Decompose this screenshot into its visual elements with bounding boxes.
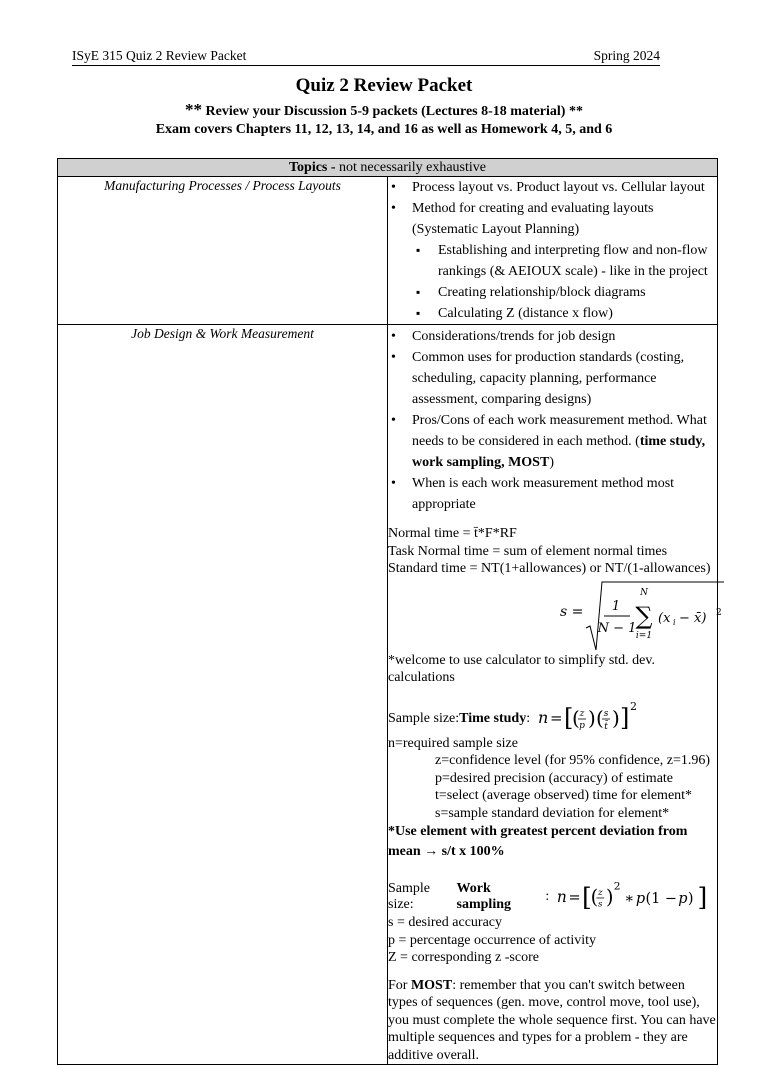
svg-text:p: p bbox=[579, 720, 585, 731]
content-cell bbox=[388, 325, 722, 1065]
list-item: • Considerations/trends for job design bbox=[388, 326, 717, 347]
header-term: Spring 2024 bbox=[593, 48, 660, 63]
ts-def: s=sample standard deviation for element* bbox=[435, 805, 670, 821]
svg-text:p: p bbox=[636, 890, 646, 907]
ws-def: s = desired accuracy bbox=[388, 915, 503, 930]
category-label: Manufacturing Processes / Process Layouts bbox=[104, 178, 341, 193]
svg-text:=: = bbox=[550, 708, 563, 727]
svg-text:− x̄): − x̄) bbox=[679, 610, 707, 626]
svg-text:=: = bbox=[568, 889, 581, 906]
ws-def: p = percentage occurrence of activity bbox=[388, 932, 597, 948]
svg-text:]: ] bbox=[697, 882, 708, 912]
sub-list-item: ▪ Creating relationship/block diagrams bbox=[388, 282, 717, 303]
list-item: • Process layout vs. Product layout vs. Cellular layout bbox=[388, 177, 717, 198]
work-sampling-equation-graphic bbox=[555, 878, 717, 916]
table-header-cell bbox=[58, 159, 718, 177]
most-text: : remember that you can't switch between types of sequences (gen. move, control move, tool use), you must complete the whole sequence first. You can have multiple sequences and types for a problem - they are additive overall. bbox=[388, 977, 716, 1063]
svg-text:N − 1: N − 1 bbox=[597, 620, 637, 636]
ts-def: n=required sample size bbox=[388, 735, 518, 751]
svg-text:2: 2 bbox=[630, 700, 638, 713]
spacer bbox=[388, 515, 717, 525]
svg-text:(: ( bbox=[572, 705, 580, 730]
most-prefix: For bbox=[388, 977, 411, 993]
table-row bbox=[58, 177, 718, 325]
subtitle-review bbox=[0, 100, 768, 120]
svg-text:): ) bbox=[688, 890, 694, 907]
table-header-bold: Topics - bbox=[288, 160, 336, 175]
svg-text:s: s bbox=[598, 899, 603, 910]
svg-text:1: 1 bbox=[611, 598, 621, 614]
table-header-normal: not necessarily exhaustive bbox=[335, 160, 486, 175]
category-label: Job Design & Work Measurement bbox=[131, 326, 314, 341]
topics-table bbox=[57, 158, 722, 1065]
svg-text:z: z bbox=[598, 888, 603, 899]
table-row bbox=[58, 325, 718, 1065]
header-course: ISyE 315 Quiz 2 Review Packet bbox=[72, 48, 247, 63]
svg-text:z: z bbox=[579, 708, 585, 719]
sub-list-item: ▪ Calculating Z (distance x flow) bbox=[388, 303, 717, 324]
calculator-note: *welcome to use calculator to simplify std. dev. calculations bbox=[388, 652, 655, 685]
svg-text:n: n bbox=[557, 887, 568, 906]
list-item-text: Pros/Cons of each work measurement method. What needs to be considered in each method. ( bbox=[412, 413, 707, 449]
svg-text:]: ] bbox=[620, 703, 630, 732]
svg-text:t̄: t̄ bbox=[604, 721, 608, 732]
std-dev-lhs: s = bbox=[560, 603, 584, 620]
table-header-row bbox=[58, 159, 718, 177]
ws-def: Z = corresponding z -score bbox=[388, 950, 539, 965]
most-note bbox=[388, 977, 717, 1065]
normal-time-line: Normal time = t̄*F*RF bbox=[388, 526, 517, 541]
list-item bbox=[388, 198, 717, 324]
task-normal-time-line: Task Normal time = sum of element normal times bbox=[388, 543, 668, 559]
svg-text:): ) bbox=[612, 705, 620, 730]
svg-text:i: i bbox=[673, 617, 676, 627]
running-header bbox=[72, 48, 660, 66]
spacer bbox=[388, 967, 717, 977]
std-dev-formula bbox=[388, 578, 722, 652]
ts-note: *Use element with greatest percent deviation from mean → s/t x 100% bbox=[388, 824, 688, 859]
svg-text:(: ( bbox=[596, 705, 604, 730]
svg-text:(1 −: (1 − bbox=[645, 890, 678, 907]
svg-text:): ) bbox=[606, 885, 614, 909]
svg-text:): ) bbox=[588, 705, 596, 730]
ts-def: p=desired precision (accuracy) of estimate bbox=[435, 770, 674, 786]
subtitle-stars: ** bbox=[185, 100, 203, 119]
time-study-label: Sample size: bbox=[388, 710, 460, 726]
work-sampling-formula bbox=[388, 880, 717, 914]
sub-list-item: ▪ Establishing and interpreting flow and non-flow rankings (& AEIOUX scale) - like in the project bbox=[388, 240, 717, 282]
svg-text:s: s bbox=[603, 708, 609, 719]
list-item: • Common uses for production standards (costing, scheduling, capacity planning, performance assessment, comparing designs) bbox=[388, 347, 717, 410]
svg-text:∑: ∑ bbox=[635, 601, 653, 630]
time-study-bold: Time study bbox=[459, 710, 527, 726]
svg-text:(x: (x bbox=[658, 610, 671, 626]
category-cell bbox=[58, 325, 388, 1065]
subtitle-review-text: Review your Discussion 5-9 packets (Lectures 8-18 material) ** bbox=[205, 104, 583, 119]
work-sampling-bold: Work sampling bbox=[456, 881, 511, 912]
svg-text:[: [ bbox=[582, 882, 592, 912]
svg-text:N: N bbox=[640, 587, 648, 598]
subtitle-exam-coverage: Exam covers Chapters 11, 12, 13, 14, and 16 as well as Homework 4, 5, and 6 bbox=[155, 122, 613, 137]
svg-text:∗: ∗ bbox=[624, 890, 635, 907]
svg-text:p: p bbox=[678, 890, 688, 907]
svg-text:n: n bbox=[538, 707, 549, 727]
list-item-bold: time study, work sampling, MOST bbox=[412, 434, 706, 470]
page-title: Quiz 2 Review Packet bbox=[295, 75, 473, 96]
most-bold: MOST bbox=[410, 977, 453, 993]
work-sampling-colon: : bbox=[545, 889, 550, 904]
std-dev-equation-graphic bbox=[584, 580, 744, 652]
svg-text:(: ( bbox=[590, 885, 599, 909]
time-study-formula bbox=[388, 700, 717, 735]
list-item bbox=[388, 410, 717, 473]
content-cell bbox=[388, 177, 718, 325]
svg-text:2: 2 bbox=[716, 607, 722, 618]
work-sampling-label: Sample size: bbox=[388, 881, 430, 912]
time-study-equation-graphic bbox=[536, 701, 646, 737]
list-item-text: Method for creating and evaluating layouts (Systematic Layout Planning) bbox=[412, 201, 654, 237]
list-item-end: ) bbox=[549, 455, 554, 470]
time-study-colon: : bbox=[526, 710, 531, 726]
category-cell bbox=[58, 177, 388, 325]
ts-def: t=select (average observed) time for element* bbox=[435, 788, 693, 803]
svg-text:[: [ bbox=[564, 703, 574, 732]
svg-text:i=1: i=1 bbox=[635, 630, 653, 641]
bullet-list bbox=[388, 177, 717, 324]
standard-time-line: Standard time = NT(1+allowances) or NT/(1-allowances) bbox=[388, 561, 711, 576]
sub-bullet-list bbox=[388, 240, 717, 324]
list-item: • When is each work measurement method most appropriate bbox=[388, 473, 717, 515]
bullet-list bbox=[388, 326, 717, 515]
ts-def: z=confidence level (for 95% confidence, z=1.96) bbox=[435, 753, 711, 768]
svg-text:2: 2 bbox=[613, 880, 621, 893]
